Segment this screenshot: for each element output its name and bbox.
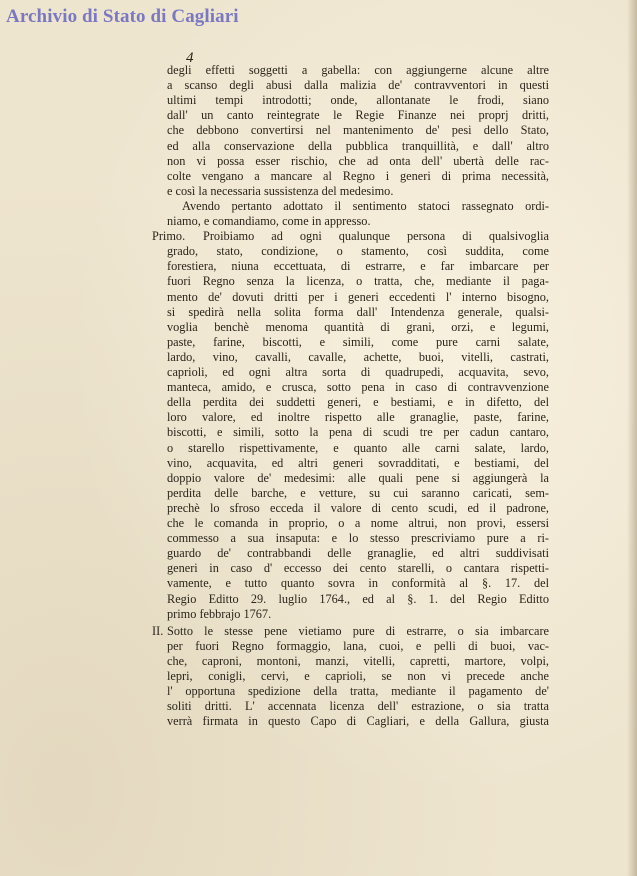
text-line: Regio Editto 29. luglio 1764., ed al §. 1. del Regio Editto <box>167 591 549 606</box>
text-line: caprioli, ed ogni altra sorta di quadrupedi, acquavita, sevo, <box>167 365 549 379</box>
text-line: doppio valore de' medesimi: alle quali pene si aggiungerà la <box>167 470 549 485</box>
text-line: non vi possa esser rischio, che ad onta dell' ubertà delle rac- <box>167 153 549 168</box>
article-marker-primo: Primo. <box>152 229 186 244</box>
text-line: lardo, vino, cavalli, cavalle, achette, buoi, vitelli, castrati, <box>167 349 549 364</box>
text-line: per fuori Regno formaggio, lana, cuoi, e pelli di buoi, vac- <box>167 638 549 653</box>
text-line: perdita delle barche, e vetture, su cui saranno caricati, sem- <box>167 485 549 500</box>
text-line: voglia benchè menoma quantità di grani, orzi, e legumi, <box>167 319 549 334</box>
text-line: generi in caso d' eccesso dei cento starelli, o cantara rispetti- <box>167 561 549 576</box>
text-line: e così la necessaria sussistenza del medesimo. <box>167 183 394 198</box>
text-line: vino, acquavita, ed altri generi sovradditati, e bestiami, del <box>167 455 549 470</box>
text-line: fuori Regno senza la licenza, o tratta, che, mediante il paga- <box>167 274 549 289</box>
text-line: prechè lo sfroso ecceda il valore di cento scudi, ed il padrone, <box>167 500 549 515</box>
text-line: colte vengano a mancare al Regno i generi di prima necessità, <box>167 168 549 183</box>
text-line: loro valore, ed inoltre rispetto alle granaglie, paste, farine, <box>167 410 549 425</box>
text-line: che debbono convertirsi nel mantenimento de' pesi dello Stato, <box>167 123 549 138</box>
text-line: Proibiamo ad ogni qualunque persona di qualsivoglia <box>203 229 549 244</box>
text-line: che, caproni, montoni, manzi, vitelli, capretti, martore, volpi, <box>167 653 549 668</box>
text-line: manteca, amido, e crusca, sotto pena in caso di contravvenzione <box>167 380 549 395</box>
text-line: degli effetti soggetti a gabella: con aggiungerne alcune altre <box>167 63 549 77</box>
text-line: primo febbrajo 1767. <box>167 606 272 621</box>
text-line: biscotti, e simili, sotto la pena di scudi tre per cadun cantaro, <box>167 425 549 440</box>
archive-watermark: Archivio di Stato di Cagliari <box>6 6 239 27</box>
text-line: si spedirà nella solita forma dall' Intendenza generale, qualsi- <box>167 304 549 319</box>
text-line: commesso a sua insaputa: e lo stesso prescriviamo pure a ri- <box>167 531 549 546</box>
text-line: soliti dritti. L' accennata licenza dell' estrazione, o sia tratta <box>167 699 549 714</box>
text-line: verrà firmata in questo Capo di Cagliari, e della Gallura, giusta <box>167 714 549 729</box>
text-line: forestiera, niuna eccettuata, di estrarre, e far imbarcare per <box>167 259 549 274</box>
page-number: 4 <box>186 50 194 66</box>
text-line: a scanso degli abusi dalla malizia de' contravventori in questi <box>167 78 549 93</box>
text-line: paste, farine, biscotti, e simili, come pure carni salate, <box>167 334 549 349</box>
text-line: grado, stato, condizione, o stamento, così suddita, come <box>167 244 549 259</box>
text-line: mento de' dovuti dritti per i generi eccedenti l' interno bisogno, <box>167 289 549 304</box>
text-line: che le comanda in proprio, o a nome altrui, non provi, essersi <box>167 516 549 530</box>
text-line: Avendo pertanto adottato il sentimento statoci rassegnato ordi- <box>182 198 549 213</box>
text-line: o starello rispettivamente, e quanto alle carni salate, lardo, <box>167 440 549 455</box>
text-line: ultimi tempi introdotti; onde, allontanate le frodi, siano <box>167 93 549 108</box>
text-line: della perdita dei suddetti generi, e bestiami, e in difetto, del <box>167 395 549 410</box>
text-line: niamo, e comandiamo, come in appresso. <box>167 214 371 228</box>
text-line: Sotto le stesse pene vietiamo pure di estrarre, o sia imbarcare <box>167 623 549 638</box>
text-line: l' opportuna spedizione della tratta, mediante il pagamento de' <box>167 684 549 699</box>
article-marker-ii: II. <box>152 623 164 638</box>
text-line: dall' un canto reintegrate le Regie Finanze nei proprj dritti, <box>167 108 549 123</box>
text-line: guardo de' contrabbandi delle granaglie, ed altri suddivisati <box>167 546 549 561</box>
text-line: vamente, e tutto quanto sovra in conformità al §. 17. del <box>167 576 549 591</box>
text-line: ed alla conservazione della pubblica tranquillità, e dall' altro <box>167 138 549 153</box>
text-line: lepri, conigli, cervi, e caprioli, se non vi precede anche <box>167 669 549 683</box>
